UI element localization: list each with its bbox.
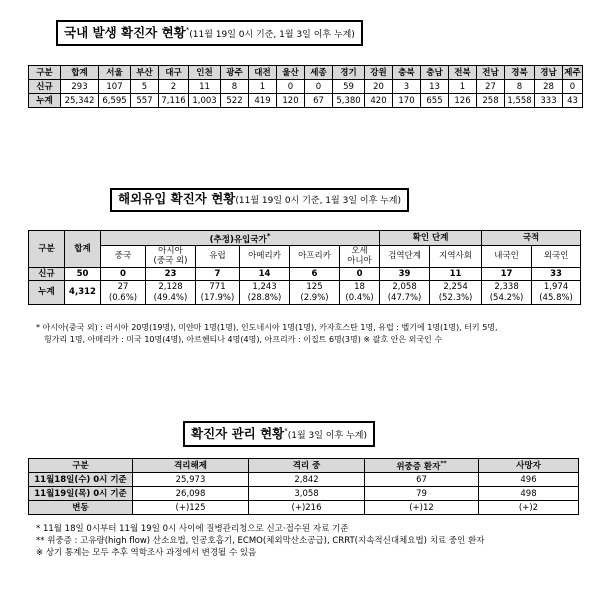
- value-cell: 419: [249, 94, 277, 108]
- column-header: 울산: [277, 66, 305, 80]
- domestic-subtitle: (11월 19일 0시 기준, 1월 3일 이후 누계): [189, 30, 355, 41]
- imported-notes: [36, 322, 498, 346]
- domestic-header-row: [29, 66, 583, 80]
- percent-cell: (0.6%): [101, 292, 146, 304]
- management-title-box: [183, 421, 375, 447]
- value-cell: 126: [449, 94, 477, 108]
- country-header: 중국: [101, 245, 146, 267]
- confirm-header: 지역사회: [430, 245, 482, 267]
- value-cell: 18: [340, 280, 380, 292]
- value-cell: (+)125: [133, 501, 249, 515]
- value-cell: 0: [340, 267, 380, 280]
- row-label: 신규: [29, 80, 61, 94]
- country-header: 아시아 (중국 외): [146, 245, 196, 267]
- column-header: 광주: [221, 66, 249, 80]
- value-cell: 420: [365, 94, 393, 108]
- percent-cell: (47.7%): [380, 292, 430, 304]
- confirm-group-header: 확인 단계: [380, 231, 482, 246]
- imported-note-line: * 아시아(중국 외) : 러시아 20명(19명), 미얀마 1명(1명), 인도네시아 1명(1명), 카자흐스탄 1명, 유럽 : 벨기에 1명(1명), 터키 5명,: [36, 323, 498, 332]
- value-cell: 11: [189, 80, 221, 94]
- value-cell: 170: [393, 94, 421, 108]
- value-cell: (+)12: [365, 501, 479, 515]
- row-label: 누계: [29, 280, 65, 304]
- value-cell: 25,973: [133, 473, 249, 487]
- column-header: [365, 459, 479, 473]
- value-cell: 7,116: [159, 94, 189, 108]
- value-cell: 6,595: [99, 94, 131, 108]
- total-cell: 4,312: [65, 280, 101, 304]
- country-header: 오세 아니아: [340, 245, 380, 267]
- value-cell: 20: [365, 80, 393, 94]
- management-title-sup: *: [284, 427, 288, 435]
- value-cell: 43: [563, 94, 583, 108]
- value-cell: 13: [421, 80, 449, 94]
- value-cell: 8: [221, 80, 249, 94]
- value-cell: 0: [101, 267, 146, 280]
- column-header: 인천: [189, 66, 221, 80]
- value-cell: 23: [146, 267, 196, 280]
- management-note-line: ** 위중증 : 고유량(high flow) 산소요법, 인공호흡기, ECMO(체외막산소공급), CRRT(지속적신대체요법) 치료 중인 환자: [36, 536, 485, 546]
- imported-title-box: [110, 188, 409, 212]
- management-row: [29, 473, 579, 487]
- column-header: 충북: [393, 66, 421, 80]
- value-cell: 1: [449, 80, 477, 94]
- value-cell: 107: [99, 80, 131, 94]
- imported-subheader-row: [29, 245, 581, 267]
- value-cell: 59: [333, 80, 365, 94]
- value-cell: 1,003: [189, 94, 221, 108]
- row-label: 변동: [29, 501, 133, 515]
- country-group-header: [101, 231, 380, 246]
- value-cell: 8: [505, 80, 535, 94]
- value-cell: 557: [131, 94, 159, 108]
- value-cell: 39: [380, 267, 430, 280]
- domestic-title-sup: *: [185, 26, 190, 34]
- column-header: 대구: [159, 66, 189, 80]
- column-header: 경남: [535, 66, 563, 80]
- column-header: 경북: [505, 66, 535, 80]
- value-cell: 120: [277, 94, 305, 108]
- column-header: 제주: [564, 67, 581, 78]
- column-header: 대전: [249, 66, 277, 80]
- column-header: 사망자: [479, 459, 579, 473]
- value-cell: 498: [479, 487, 579, 501]
- nation-header: 내국인: [482, 245, 532, 267]
- value-cell: 771: [196, 280, 240, 292]
- value-cell: 258: [477, 94, 505, 108]
- country-group-sup: *: [266, 231, 271, 240]
- column-header: 구분: [29, 66, 61, 80]
- value-cell: 1,558: [505, 94, 535, 108]
- row-label: 11월19일(목) 0시 기준: [29, 487, 133, 501]
- value-cell: 6: [290, 267, 340, 280]
- nation-header: 외국인: [532, 245, 581, 267]
- column-header: 충남: [421, 66, 449, 80]
- percent-cell: (52.3%): [430, 292, 482, 304]
- row-label: 누계: [29, 94, 61, 108]
- value-cell: 655: [421, 94, 449, 108]
- col-total-header: 합계: [65, 231, 101, 268]
- value-cell: 1,243: [240, 280, 290, 292]
- value-cell: 27: [477, 80, 505, 94]
- confirm-header: 검역단계: [380, 245, 430, 267]
- imported-cases-table: [28, 230, 581, 305]
- value-cell: 3: [393, 80, 421, 94]
- country-header: 유럽: [196, 245, 240, 267]
- percent-cell: (17.9%): [196, 292, 240, 304]
- value-cell: 5: [131, 80, 159, 94]
- percent-cell: (2.9%): [290, 292, 340, 304]
- value-cell: 33: [532, 267, 581, 280]
- value-cell: 333: [535, 94, 563, 108]
- value-cell: 28: [535, 80, 563, 94]
- column-header: 서울: [99, 66, 131, 80]
- percent-cell: (0.4%): [340, 292, 380, 304]
- value-cell: 0: [563, 80, 583, 94]
- value-cell: 25,342: [61, 94, 99, 108]
- imported-subtitle: (11월 19일 0시 기준, 1월 3일 이후 누계): [235, 196, 402, 206]
- domestic-cumulative-row: [29, 94, 583, 108]
- percent-cell: (28.8%): [240, 292, 290, 304]
- column-header: 전북: [449, 66, 477, 80]
- value-cell: 2,842: [249, 473, 365, 487]
- value-cell: (+)2: [479, 501, 579, 515]
- value-cell: 2,128: [146, 280, 196, 292]
- value-cell: 17: [482, 267, 532, 280]
- value-cell: 3,058: [249, 487, 365, 501]
- percent-cell: (45.8%): [532, 292, 581, 304]
- management-note-line: ※ 상기 통계는 모두 추후 역학조사 과정에서 변경될 수 있음: [36, 548, 257, 558]
- imported-note-line: 헝가리 1명, 아메리카 : 미국 10명(4명), 아르헨티나 4명(4명), 아프리카 : 이집트 6명(3명) ※ 괄호 안은 외국인 수: [44, 335, 443, 344]
- nation-group-header: 국적: [482, 231, 581, 246]
- management-header-row: [29, 459, 579, 473]
- value-cell: 11: [430, 267, 482, 280]
- column-header: 강원: [365, 66, 393, 80]
- management-row: [29, 487, 579, 501]
- column-header: 격리 중: [249, 459, 365, 473]
- value-cell: 1,974: [532, 280, 581, 292]
- column-header: 합계: [61, 66, 99, 80]
- value-cell: 2,338: [482, 280, 532, 292]
- management-change-row: [29, 501, 579, 515]
- imported-new-row: [29, 267, 581, 280]
- value-cell: 522: [221, 94, 249, 108]
- percent-cell: (54.2%): [482, 292, 532, 304]
- column-header: 격리해제: [133, 459, 249, 473]
- column-header: 구분: [29, 459, 133, 473]
- value-cell: 27: [101, 280, 146, 292]
- imported-percent-row: [29, 292, 581, 304]
- severe-header-sup: **: [440, 460, 447, 468]
- value-cell: 1: [249, 80, 277, 94]
- management-subtitle: (1월 3일 이후 누계): [287, 431, 367, 442]
- row-label: 11월18일(수) 0시 기준: [29, 473, 133, 487]
- value-cell: 0: [305, 80, 333, 94]
- management-notes: [36, 523, 484, 559]
- value-cell: 125: [290, 280, 340, 292]
- country-group-label: (추정)유입국가: [209, 234, 267, 245]
- value-cell: 5,380: [333, 94, 365, 108]
- severe-header-label: 위중증 환자: [396, 461, 441, 472]
- value-cell: (+)216: [249, 501, 365, 515]
- percent-cell: (49.4%): [146, 292, 196, 304]
- value-cell: 2,058: [380, 280, 430, 292]
- value-cell: 79: [365, 487, 479, 501]
- imported-cumulative-row: [29, 280, 581, 292]
- total-cell: 50: [65, 267, 101, 280]
- management-table: [28, 458, 579, 515]
- row-label: 신규: [29, 267, 65, 280]
- value-cell: 293: [61, 80, 99, 94]
- column-header: 전남: [477, 66, 505, 80]
- col-type-header: 구분: [29, 231, 65, 268]
- country-header: 아메리카: [240, 245, 290, 267]
- value-cell: 26,098: [133, 487, 249, 501]
- value-cell: 496: [479, 473, 579, 487]
- column-header: 경기: [333, 66, 365, 80]
- domestic-title-box: [56, 20, 363, 46]
- domestic-new-row: [29, 80, 583, 94]
- value-cell: 2: [159, 80, 189, 94]
- value-cell: 2,254: [430, 280, 482, 292]
- imported-title: 해외유입 확진자 현황: [118, 191, 236, 206]
- column-header: 부산: [131, 66, 159, 80]
- domestic-title: 국내 발생 확진자 현황: [64, 25, 186, 41]
- value-cell: 0: [277, 80, 305, 94]
- management-title: 확진자 관리 현황: [191, 426, 285, 442]
- value-cell: 67: [305, 94, 333, 108]
- domestic-cases-table: [28, 65, 583, 108]
- management-note-line: * 11월 18일 0시부터 11월 19일 0시 사이에 질병관리청으로 신고·접수된 자료 기준: [36, 524, 349, 534]
- value-cell: 14: [240, 267, 290, 280]
- column-header: 세종: [305, 66, 333, 80]
- country-header: 아프리카: [290, 245, 340, 267]
- value-cell: 67: [365, 473, 479, 487]
- value-cell: 7: [196, 267, 240, 280]
